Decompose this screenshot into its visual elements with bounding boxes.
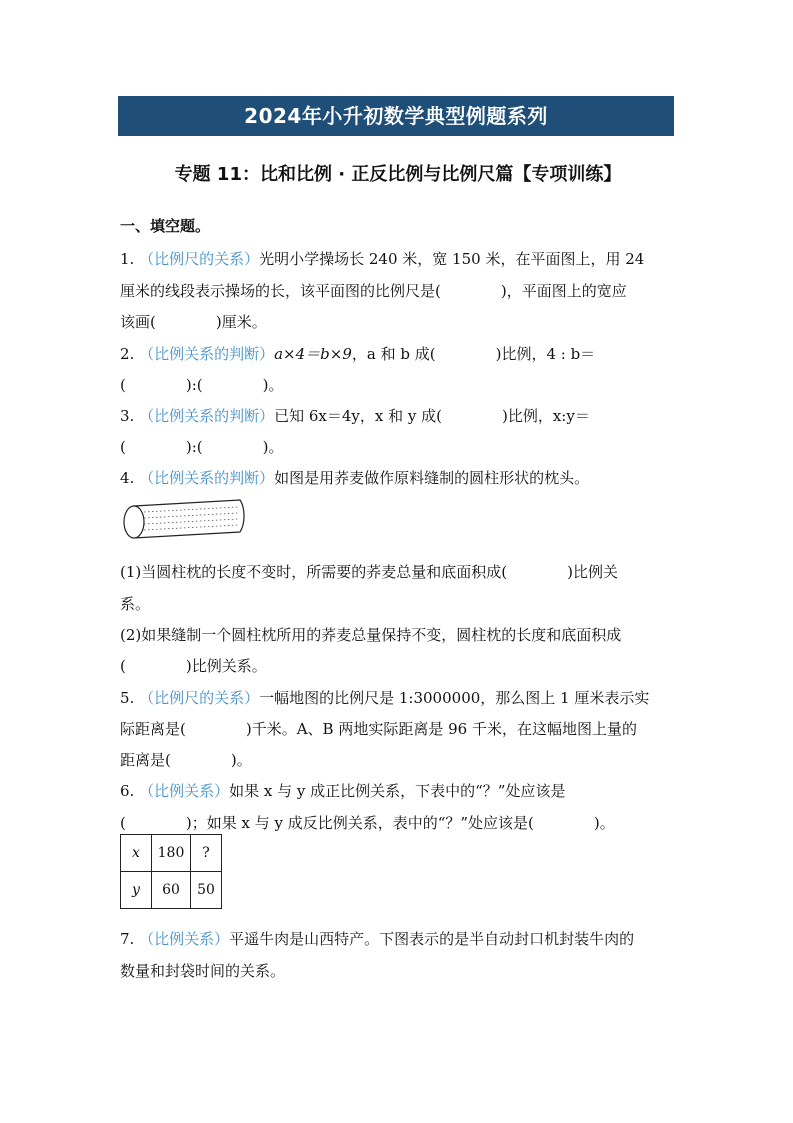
question-3-line-1 bbox=[120, 405, 590, 426]
series-banner: 2024年小升初数学典型例题系列 bbox=[118, 96, 674, 136]
question-4-part-2-line-2: ( )比例关系。 bbox=[120, 657, 267, 675]
question-number: 5. bbox=[120, 689, 135, 707]
question-text: 光明小学操场长 240 米，宽 150 米，在平面图上，用 24 bbox=[259, 250, 645, 268]
question-text: 如果 x 与 y 成正比例关系，下表中的“？”处应该是 bbox=[229, 782, 566, 800]
question-6-line-2: ( )；如果 x 与 y 成反比例关系，表中的“？”处应该是( )。 bbox=[120, 814, 615, 832]
question-2-line-2: ( ):( )。 bbox=[120, 376, 284, 394]
cylinder-pillow-figure bbox=[120, 496, 256, 546]
question-5-line-1 bbox=[120, 687, 649, 708]
table-cell: x bbox=[121, 835, 152, 872]
question-5-line-2: 际距离是( )千米。A、B 两地实际距离是 96 千米，在这幅地图上量的 bbox=[120, 720, 637, 738]
question-text: 已知 6x＝4y，x 和 y 成( )比例，x:y＝ bbox=[274, 407, 590, 425]
question-number: 3. bbox=[120, 407, 135, 425]
question-number: 1. bbox=[120, 250, 135, 268]
question-number: 2. bbox=[120, 345, 135, 363]
question-tag: （比例关系的判断） bbox=[139, 345, 275, 363]
page-title: 专题 11：比和比例 · 正反比例与比例尺篇【专项训练】 bbox=[174, 164, 622, 185]
xy-value-table bbox=[120, 834, 222, 909]
table-cell: 50 bbox=[191, 872, 222, 909]
table-cell: 180 bbox=[152, 835, 191, 872]
table-cell: y bbox=[121, 872, 152, 909]
question-number: 6. bbox=[120, 782, 135, 800]
question-4-part-1-line-2: 系。 bbox=[120, 595, 151, 613]
question-tag: （比例尺的关系） bbox=[139, 250, 260, 268]
question-5-line-3: 距离是( )。 bbox=[120, 751, 252, 769]
question-number: 7. bbox=[120, 930, 135, 948]
question-7-line-2: 数量和封袋时间的关系。 bbox=[120, 962, 286, 980]
formula: a×4＝b×9 bbox=[274, 345, 352, 363]
question-tag: （比例关系） bbox=[139, 782, 230, 800]
question-1-line-3: 该画( )厘米。 bbox=[120, 313, 267, 331]
question-4-part-1-line-1: (1)当圆柱枕的长度不变时，所需要的荞麦总量和底面积成( )比例关 bbox=[120, 563, 618, 581]
question-1-line-1 bbox=[120, 248, 644, 269]
question-4-part-2-line-1: (2)如果缝制一个圆柱枕所用的荞麦总量保持不变，圆柱枕的长度和底面积成 bbox=[120, 626, 622, 644]
question-text: 一幅地图的比例尺是 1:3000000，那么图上 1 厘米表示实 bbox=[259, 689, 650, 707]
question-tag: （比例尺的关系） bbox=[139, 689, 260, 707]
question-2-line-1 bbox=[120, 343, 595, 364]
question-4-line-1 bbox=[120, 467, 589, 488]
question-tag: （比例关系的判断） bbox=[139, 469, 275, 487]
question-text: ，a 和 b 成( )比例，4 : b＝ bbox=[351, 345, 596, 363]
table-cell: ? bbox=[191, 835, 222, 872]
question-1-line-2: 厘米的线段表示操场的长，该平面图的比例尺是( )，平面图上的宽应 bbox=[120, 282, 627, 300]
question-tag: （比例关系） bbox=[139, 930, 230, 948]
question-number: 4. bbox=[120, 469, 135, 487]
table-cell: 60 bbox=[152, 872, 191, 909]
section-heading: 一、填空题。 bbox=[120, 217, 211, 235]
question-tag: （比例关系的判断） bbox=[139, 407, 275, 425]
question-7-line-1 bbox=[120, 928, 634, 949]
question-3-line-2: ( ):( )。 bbox=[120, 438, 284, 456]
question-text: 如图是用荞麦做作原料缝制的圆柱形状的枕头。 bbox=[274, 469, 590, 487]
table-row bbox=[121, 872, 222, 909]
question-6-line-1 bbox=[120, 780, 565, 801]
table-row bbox=[121, 835, 222, 872]
question-text: 平遥牛肉是山西特产。下图表示的是半自动封口机封装牛肉的 bbox=[229, 930, 635, 948]
